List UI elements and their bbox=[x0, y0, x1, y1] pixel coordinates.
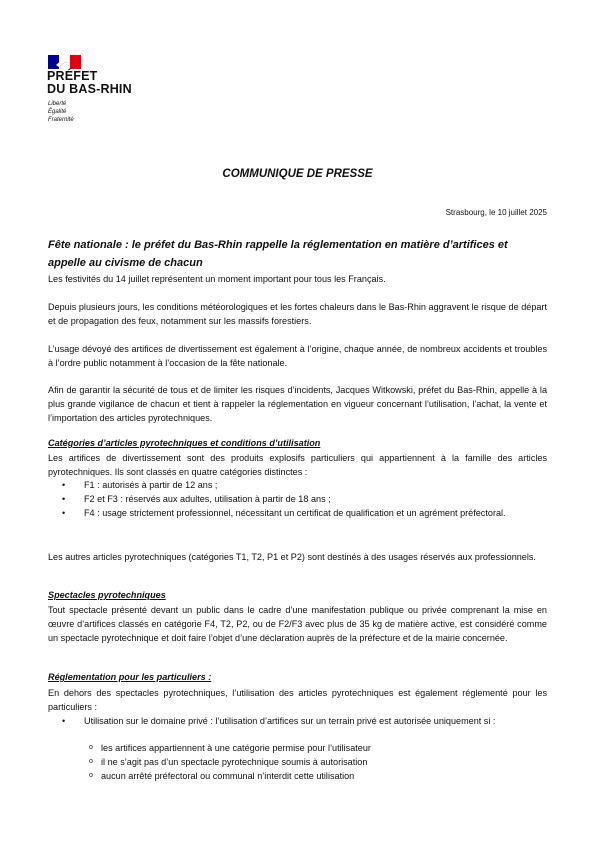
particuliers-list bbox=[48, 714, 547, 728]
marianne-logo-icon bbox=[48, 55, 81, 69]
document-date: Strasbourg, le 10 juillet 2025 bbox=[445, 208, 547, 217]
section-categories-title: Catégories d’articles pyrotechniques et conditions d’utilisation bbox=[48, 438, 321, 448]
prefet-line-2: DU BAS-RHIN bbox=[47, 82, 132, 96]
paragraph-prefet: Afin de garantir la sécurité de tous et de limiter les risques d’incidents, Jacques Witkowski, préfet du Bas-Rhin, appelle à la plus grande vigilance de chacun et tient à rappeler la réglementation en vigueur concernant l’utilisation, l’achat, la vente et l’importation des articles pyrotechniques. bbox=[48, 385, 547, 423]
section-particuliers-title: Réglementation pour les particuliers : bbox=[48, 672, 212, 682]
section-spectacles-title: Spectacles pyrotechniques bbox=[48, 590, 166, 600]
prefet-line-1: PRÉFET bbox=[47, 69, 98, 83]
particuliers-sublist bbox=[48, 741, 547, 783]
list-item: o les artifices appartiennent à une catégorie permise pour l’utilisateur bbox=[48, 741, 547, 755]
list-item: • F1 : autorisés à partir de 12 ans ; bbox=[48, 478, 547, 492]
devise-egalite: Égalité bbox=[48, 109, 67, 115]
list-item: o il ne s’agit pas d’un spectacle pyrotechnique soumis à autorisation bbox=[48, 755, 547, 769]
devise-liberte: Liberté bbox=[48, 101, 67, 107]
section-categories-outro: Les autres articles pyrotechniques (catégories T1, T2, P1 et P2) sont destinés à des usages réservés aux professionnels. bbox=[48, 552, 536, 562]
paragraph-usage: L’usage dévoyé des artifices de divertissement est également à l’origine, chaque année, de nombreux accidents et troubles à l’ordre public notamment à l’occasion de la fête nationale. bbox=[48, 344, 547, 368]
prefet-title bbox=[47, 70, 132, 96]
devise-fraternite: Fraternité bbox=[48, 117, 74, 123]
list-item: • F4 : usage strictement professionnel, nécessitant un certificat de qualification et un agrément préfectoral. bbox=[48, 506, 547, 520]
list-item: • F2 et F3 : réservés aux adultes, utilisation à partir de 18 ans ; bbox=[48, 492, 547, 506]
paragraph-weather: Depuis plusieurs jours, les conditions météorologiques et les fortes chaleurs dans le Bas-Rhin aggravent le risque de départ et de propagation des feux, notamment sur les massifs forestiers. bbox=[48, 302, 547, 326]
devise bbox=[48, 100, 74, 124]
section-particuliers-intro: En dehors des spectacles pyrotechniques, l’utilisation des articles pyrotechniques est également réglementé pour les particuliers : bbox=[48, 688, 547, 712]
list-item: o aucun arrêté préfectoral ou communal n’interdit cette utilisation bbox=[48, 769, 547, 783]
document-title: COMMUNIQUE DE PRESSE bbox=[222, 168, 373, 180]
press-heading: Fête nationale : le préfet du Bas-Rhin rappelle la réglementation en matière d’artifices et appelle au civisme de chacun bbox=[48, 239, 508, 269]
section-categories-intro: Les artifices de divertissement sont des produits explosifs particuliers qui appartiennent à la famille des articles pyrotechniques. Ils sont classés en quatre catégories distinctes : bbox=[48, 453, 547, 477]
paragraph-intro: Les festivités du 14 juillet représentent un moment important pour tous les Français. bbox=[48, 274, 386, 284]
list-item: • Utilisation sur le domaine privé : l’utilisation d’artifices sur un terrain privé est autorisée uniquement si : bbox=[48, 714, 547, 728]
categories-list bbox=[48, 478, 547, 520]
section-spectacles-text: Tout spectacle présenté devant un public dans le cadre d’une manifestation publique ou privée comprenant la mise en œuvre d’artifices classés en catégorie F4, T2, P2, ou de F2/F3 avec plus de 35 kg de matière active, est considéré comme un spectacle pyrotechnique et doit faire l’objet d’une déclaration auprès de la préfecture et de la mairie concernée. bbox=[48, 605, 547, 643]
